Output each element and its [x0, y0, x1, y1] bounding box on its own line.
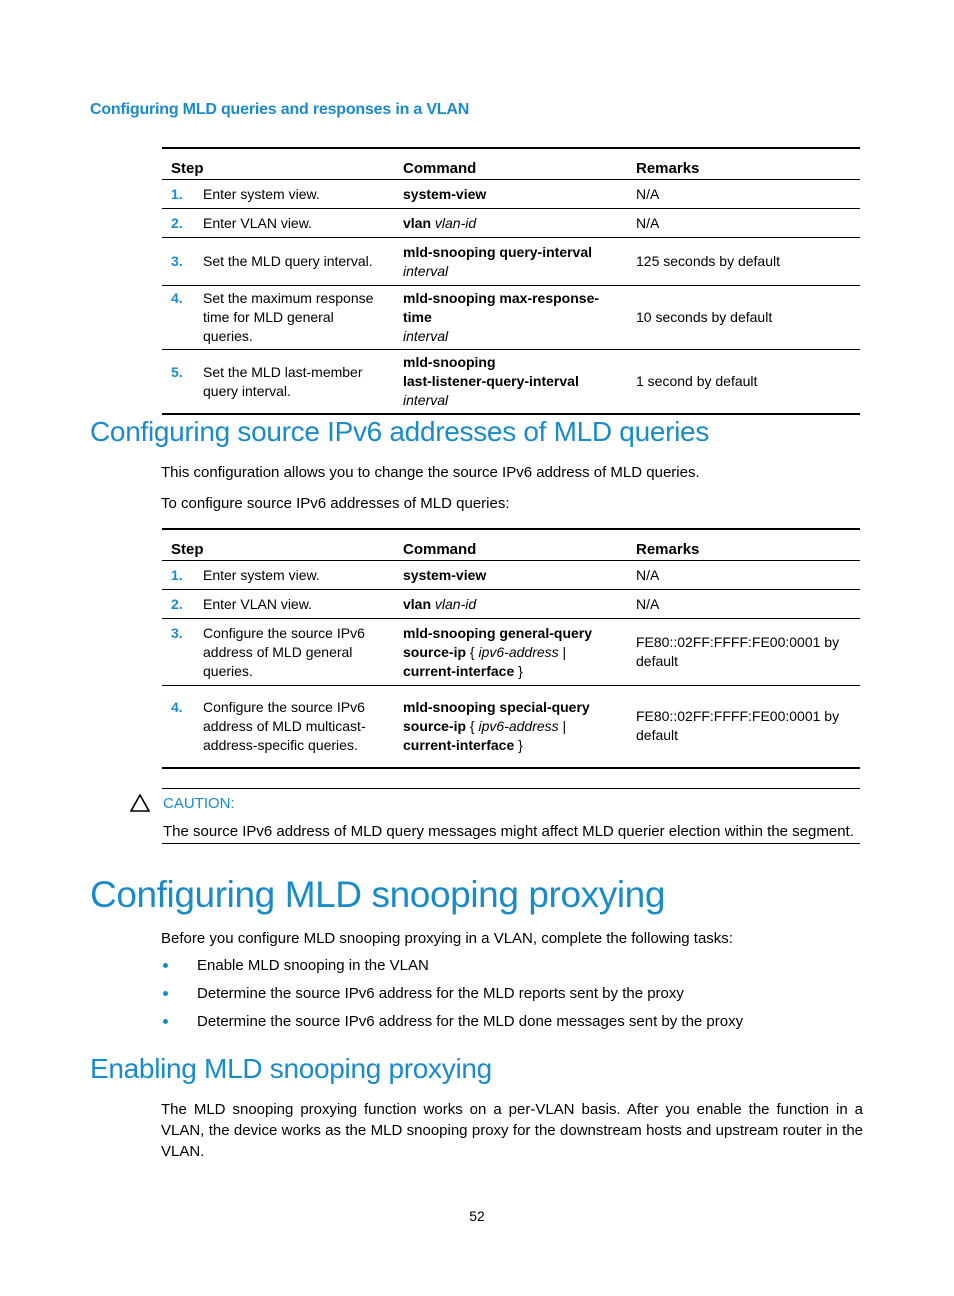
remarks-cell: N/A: [627, 180, 860, 209]
table-row: [162, 209, 860, 238]
header-remarks: Remarks: [627, 529, 860, 561]
command-argument: vlan-id: [434, 595, 477, 612]
command-keyword: current-interface: [403, 736, 515, 753]
caution-divider-bottom: [162, 843, 860, 844]
table-row: [162, 686, 860, 768]
caution-text: The source IPv6 address of MLD query messages might affect MLD querier election within the segment.: [163, 823, 854, 840]
section-heading-source-ipv6: Configuring source IPv6 addresses of MLD queries: [90, 416, 710, 447]
remarks-cell: N/A: [627, 590, 860, 619]
table-row: [162, 286, 860, 350]
source-ipv6-table: [162, 528, 860, 769]
header-remarks: Remarks: [627, 148, 860, 180]
brace-open: {: [469, 643, 475, 660]
step-text: Enter VLAN view.: [203, 214, 312, 231]
intro-paragraph: This configuration allows you to change the source IPv6 address of MLD queries.: [161, 464, 700, 481]
command-argument: interval: [403, 328, 449, 344]
brace-close: }: [518, 662, 523, 679]
remarks-cell: N/A: [627, 209, 860, 238]
step-number: 2.: [171, 595, 183, 612]
remarks-cell: FE80::02FF:FFFF:FE00:0001 by default: [627, 686, 860, 768]
step-number: 3.: [171, 624, 183, 641]
warning-triangle-icon: [130, 794, 150, 817]
table-row: [162, 238, 860, 286]
command-keyword: mld-snooping general-query: [403, 624, 593, 641]
step-number: 5.: [171, 363, 183, 380]
section-heading-enabling-proxying: Enabling MLD snooping proxying: [90, 1053, 492, 1084]
command-keyword: mld-snooping query-interval: [403, 243, 593, 260]
command-keyword: vlan: [403, 214, 432, 231]
pipe-separator: |: [562, 717, 567, 734]
table-header-row: [162, 148, 860, 180]
mld-query-table: [162, 147, 860, 415]
step-number: 1.: [171, 185, 183, 202]
command-argument: ipv6-address: [478, 643, 559, 660]
table-row: [162, 590, 860, 619]
header-command: Command: [394, 529, 627, 561]
command-keyword: mld-snooping max-response-time: [403, 290, 600, 325]
step-text: Configure the source IPv6 address of MLD general queries.: [203, 624, 365, 679]
step-number: 1.: [171, 566, 183, 583]
header-step: Step: [162, 529, 394, 561]
prerequisite-list: [161, 954, 743, 1038]
table-header-row: [162, 529, 860, 561]
step-text: Set the MLD query interval.: [203, 253, 373, 269]
bullet-icon: [163, 1019, 168, 1024]
caution-label: CAUTION:: [163, 795, 235, 812]
command-keyword: current-interface: [403, 662, 515, 679]
body-paragraph: The MLD snooping proxying function works on a per-VLAN basis. After you enable the function in a VLAN, the device works as the MLD snooping proxy for the downstream hosts and upstream router in the VLAN.: [161, 1101, 863, 1160]
command-keyword: source-ip: [403, 717, 467, 734]
section-heading-mld-queries: Configuring MLD queries and responses in a VLAN: [90, 101, 470, 118]
brace-close: }: [518, 736, 523, 753]
table-row: [162, 180, 860, 209]
list-item: Determine the source IPv6 address for the MLD reports sent by the proxy: [161, 982, 743, 1010]
step-number: 3.: [171, 253, 183, 269]
table-row: [162, 561, 860, 590]
step-number: 2.: [171, 214, 183, 231]
step-text: Enter system view.: [203, 566, 320, 583]
list-item: Enable MLD snooping in the VLAN: [161, 954, 743, 982]
step-number: 4.: [171, 698, 183, 715]
step-text: Enter VLAN view.: [203, 595, 312, 612]
command-keyword: mld-snooping: [403, 354, 496, 370]
header-step: Step: [162, 148, 394, 180]
caution-divider-top: [162, 788, 860, 789]
command-argument: ipv6-address: [478, 717, 559, 734]
header-command: Command: [394, 148, 627, 180]
command-argument: interval: [403, 392, 449, 408]
remarks-cell: FE80::02FF:FFFF:FE00:0001 by default: [627, 619, 860, 686]
table-row: [162, 619, 860, 686]
command-keyword: system-view: [403, 185, 487, 202]
remarks-cell: N/A: [627, 561, 860, 590]
list-item: Determine the source IPv6 address for the MLD done messages sent by the proxy: [161, 1010, 743, 1038]
remarks-cell: 10 seconds by default: [627, 286, 860, 350]
command-keyword: source-ip: [403, 643, 467, 660]
remarks-cell: 125 seconds by default: [627, 238, 860, 286]
command-argument: interval: [403, 262, 449, 279]
brace-open: {: [469, 717, 475, 734]
lead-paragraph: To configure source IPv6 addresses of MLD queries:: [161, 495, 510, 512]
bullet-icon: [163, 991, 168, 996]
command-argument: vlan-id: [434, 214, 477, 231]
step-text: Enter system view.: [203, 185, 320, 202]
step-text: Set the MLD last-member query interval.: [203, 363, 363, 399]
intro-paragraph: Before you configure MLD snooping proxying in a VLAN, complete the following tasks:: [161, 930, 733, 947]
remarks-cell: 1 second by default: [627, 350, 860, 415]
command-keyword: last-listener-query-interval: [403, 373, 579, 389]
page-number: 52: [469, 1208, 485, 1224]
section-heading-snooping-proxying: Configuring MLD snooping proxying: [90, 874, 666, 915]
step-text: Configure the source IPv6 address of MLD multicast-address-specific queries.: [203, 698, 366, 753]
bullet-icon: [163, 963, 168, 968]
table-row: [162, 350, 860, 415]
command-keyword: system-view: [403, 566, 487, 583]
step-number: 4.: [171, 290, 183, 306]
command-keyword: mld-snooping special-query: [403, 698, 590, 715]
pipe-separator: |: [562, 643, 567, 660]
step-text: Set the maximum response time for MLD general queries.: [203, 290, 374, 344]
command-keyword: vlan: [403, 595, 432, 612]
